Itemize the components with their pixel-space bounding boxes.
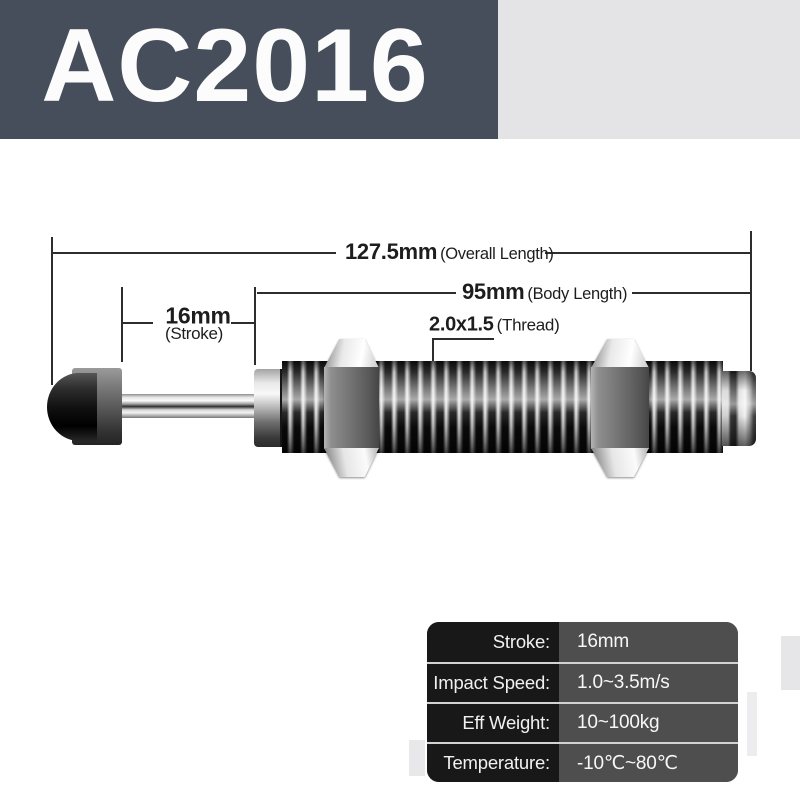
hex-nut-bottom-facet bbox=[591, 448, 649, 477]
spec-table bbox=[427, 622, 738, 782]
thread-value: 2.0x1.5 bbox=[429, 313, 494, 336]
hex-nut-top-facet bbox=[324, 339, 379, 368]
spec-row-stroke bbox=[427, 622, 738, 662]
rubber-cap-nose bbox=[47, 373, 97, 441]
stroke-caption: (Stroke) bbox=[164, 324, 224, 343]
body-length-value: 95mm bbox=[462, 278, 525, 304]
spec-value-temperature: -10℃~80℃ bbox=[559, 744, 738, 782]
spec-label-eff-weight: Eff Weight: bbox=[427, 704, 559, 742]
watermark-artifact bbox=[781, 636, 800, 690]
hex-nut-front bbox=[324, 339, 379, 477]
body-length-caption: (Body Length) bbox=[527, 284, 628, 303]
stroke-tick-right bbox=[254, 287, 256, 365]
banner-accent-block bbox=[498, 0, 800, 139]
spec-label-impact-speed: Impact Speed: bbox=[427, 664, 559, 702]
body-length-line-right bbox=[632, 292, 750, 294]
piston-rod bbox=[122, 394, 254, 418]
overall-length-value: 127.5mm bbox=[345, 238, 438, 264]
thread-leader-underline bbox=[432, 338, 494, 340]
model-banner bbox=[0, 0, 498, 139]
overall-length-tick-left bbox=[51, 237, 53, 385]
hex-nut-mid-facet bbox=[591, 367, 649, 450]
body-collar bbox=[254, 369, 283, 447]
hex-nut-top-facet bbox=[591, 339, 649, 368]
watermark-artifact bbox=[409, 740, 425, 776]
spec-row-temperature bbox=[427, 742, 738, 782]
rubber-cap-body bbox=[72, 368, 122, 445]
spec-label-stroke: Stroke: bbox=[427, 622, 559, 662]
threaded-shaft bbox=[282, 361, 723, 453]
overall-length-line-left bbox=[52, 252, 336, 254]
body-length-label bbox=[462, 279, 627, 305]
overall-length-label bbox=[345, 239, 554, 265]
overall-length-line-right bbox=[545, 252, 751, 254]
hex-nut-mid-facet bbox=[324, 367, 379, 450]
overall-length-caption: (Overall Length) bbox=[440, 244, 554, 263]
spec-value-impact-speed: 1.0~3.5m/s bbox=[559, 664, 738, 702]
spec-value-eff-weight: 10~100kg bbox=[559, 704, 738, 742]
stroke-line-right bbox=[231, 322, 256, 324]
spec-label-temperature: Temperature: bbox=[427, 744, 559, 782]
model-number: AC2016 bbox=[41, 8, 429, 124]
spec-value-stroke: 16mm bbox=[559, 622, 738, 662]
stroke-value: 16mm bbox=[165, 302, 231, 329]
hex-nut-bottom-facet bbox=[324, 448, 379, 477]
body-length-line-left bbox=[257, 292, 456, 294]
end-cap bbox=[722, 371, 756, 446]
watermark-artifact bbox=[747, 692, 757, 756]
thread-leader-vertical bbox=[432, 338, 434, 367]
hex-nut-rear bbox=[591, 339, 649, 477]
thread-caption: (Thread) bbox=[496, 315, 560, 335]
thread-label bbox=[429, 314, 559, 337]
stroke-line-left bbox=[122, 322, 153, 324]
spec-row-impact-speed bbox=[427, 662, 738, 702]
stroke-tick-left bbox=[121, 287, 123, 362]
spec-row-eff-weight bbox=[427, 702, 738, 742]
